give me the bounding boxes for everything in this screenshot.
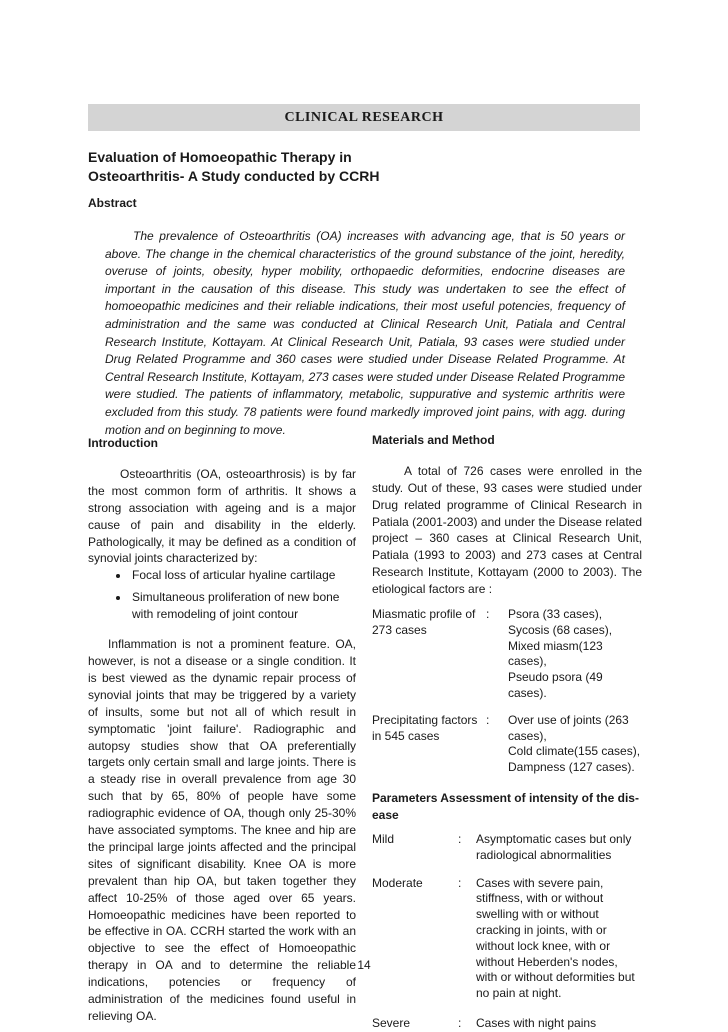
introduction-heading: Introduction bbox=[88, 436, 158, 450]
bullet-item: • Focal loss of articular hyaline cartilage bbox=[130, 567, 356, 584]
intensity-description: Cases with night pains bbox=[476, 1015, 597, 1030]
abstract-heading: Abstract bbox=[88, 196, 137, 210]
precipitating-label: Precipitating factors in 545 cases bbox=[372, 712, 478, 743]
factor-item: Over use of joints (263 cases), bbox=[508, 712, 629, 743]
miasm-item: Pseudo psora (49 cases). bbox=[508, 670, 603, 701]
separator-colon: : bbox=[486, 712, 490, 727]
miasm-item: Psora (33 cases), bbox=[508, 607, 603, 622]
separator-colon: : bbox=[458, 875, 462, 890]
section-banner bbox=[88, 104, 640, 131]
title-line: Evaluation of Homoeopathic Therapy in bbox=[88, 149, 352, 165]
intensity-label: Severe bbox=[372, 1015, 411, 1030]
bullet-item: • Simultaneous proliferation of new bone with remodeling of joint contour bbox=[130, 589, 356, 623]
materials-paragraph: A total of 726 cases were enrolled in the study. Out of these, 93 cases were studied under Drug related programme of Clinical Research in Patiala (2001-2003) and under the Disease related project – 360 cases at Clinical Research Unit, Patiala (1993 to 2003) and 273 cases at Central Research Institute, Kottayam (2000 to 2003). The etiological factors are : bbox=[372, 463, 642, 597]
introduction-paragraph-2: Inflammation is not a prominent feature. OA, however, is not a disease or a single condition. It is best viewed as the dynamic repair process of synovial joints that may be triggered by a variety of insults, some but not all of which result in symptomatic 'joint failure'. Radiographic and autopsy studies show that OA preferentially targets only certain small and large joints. There is a steady rise in overall prevalence from age 30 such that by 65, 80% of people have some radiographic evidence of OA, though only 25-30% have associated symptoms. The knee and hip are the principal large joints affected and the principal sites of significant disability. Knee OA is more prevalent than hip OA, but taken together they affect 10-25% of those aged over 65 years. Homoeopathic medicines have been reported to be effective in OA. CCRH started the work with an objective to see the effect of Homoeopathic therapy in OA and to determine the reliable indications, potencies or frequency of administration of the medicines found useful in relieving OA. bbox=[88, 637, 356, 1023]
precipitating-factors bbox=[372, 713, 642, 776]
precipitating-values bbox=[508, 713, 642, 776]
intensity-label: Mild bbox=[372, 832, 395, 847]
miasm-item: Mixed miasm(123 cases), bbox=[508, 638, 603, 669]
materials-heading: Materials and Method bbox=[372, 433, 495, 447]
miasmatic-values bbox=[508, 607, 642, 702]
abstract-text: The prevalence of Osteoarthritis (OA) increases with advancing age, that is 50 years or above. The change in the chemical characteristics of the ground substance of the joint, heredity, overuse of joints, obesity, hyper mobility, orthopaedic deformities, endocrine diseases are important in the causation of this disease. This study was undertaken to see the effect of homoeopathic medicines and their reliable indications, their most useful potencies, frequency of administration and the same was conducted at Clinical Research Unit, Patiala and Central Research Institute, Kottayam. At Clinical Research Unit, Patiala, 93 cases were studied under Drug Related Programme and 360 cases were studied under Disease Related Programme. At Central Research Institute, Kottayam, 273 cases were studed under Disease Related Programme were studied. The patients of inflammatory, metabolic, suppurative and systemic arthritis were excluded from this study. 78 patients were found markedly improved joint pains, with agg. during motion and on beginning to move. bbox=[105, 229, 625, 437]
section-banner-label: CLINICAL RESEARCH bbox=[284, 109, 444, 125]
miasmatic-label: Miasmatic profile of 273 cases bbox=[372, 607, 476, 637]
page-number: 14 bbox=[357, 958, 371, 972]
intensity-description: Asymptomatic cases but only radiological abnormalities bbox=[476, 832, 632, 862]
intensity-row-severe bbox=[372, 1016, 642, 1032]
introduction-column bbox=[88, 435, 356, 1025]
parameters-heading: Parameters Assessment of intensity of the dis-ease bbox=[372, 791, 639, 823]
intensity-row-moderate bbox=[372, 876, 642, 1002]
factor-item: Cold climate(155 cases), bbox=[508, 744, 641, 759]
separator-colon: : bbox=[486, 607, 490, 622]
separator-colon: : bbox=[458, 832, 462, 847]
intensity-label: Moderate bbox=[372, 875, 423, 890]
intensity-row-mild bbox=[372, 832, 642, 864]
materials-column bbox=[372, 433, 642, 1032]
factor-item: Dampness (127 cases). bbox=[508, 760, 635, 775]
separator-colon: : bbox=[458, 1015, 462, 1030]
miasmatic-profile bbox=[372, 607, 642, 702]
intensity-description: Cases with severe pain, stiffness, with or without swelling with or without cracking in joints, with or without lock knee, with or without Heberden's nodes, with or without deformities but no pain at night. bbox=[476, 875, 635, 1001]
article-title bbox=[88, 148, 648, 186]
miasm-item: Sycosis (68 cases), bbox=[508, 622, 613, 637]
cartilage-bullet-list bbox=[88, 567, 356, 623]
introduction-paragraph-1: Osteoarthritis (OA, osteoarthrosis) is by far the most common form of arthritis. It shows a strong association with ageing and is a major cause of pain and disability in the elderly. Pathologically, it may be defined as a condition of synovial joints characterized by: bbox=[88, 466, 356, 566]
title-line: Osteoarthritis- A Study conducted by CCRH bbox=[88, 168, 380, 184]
